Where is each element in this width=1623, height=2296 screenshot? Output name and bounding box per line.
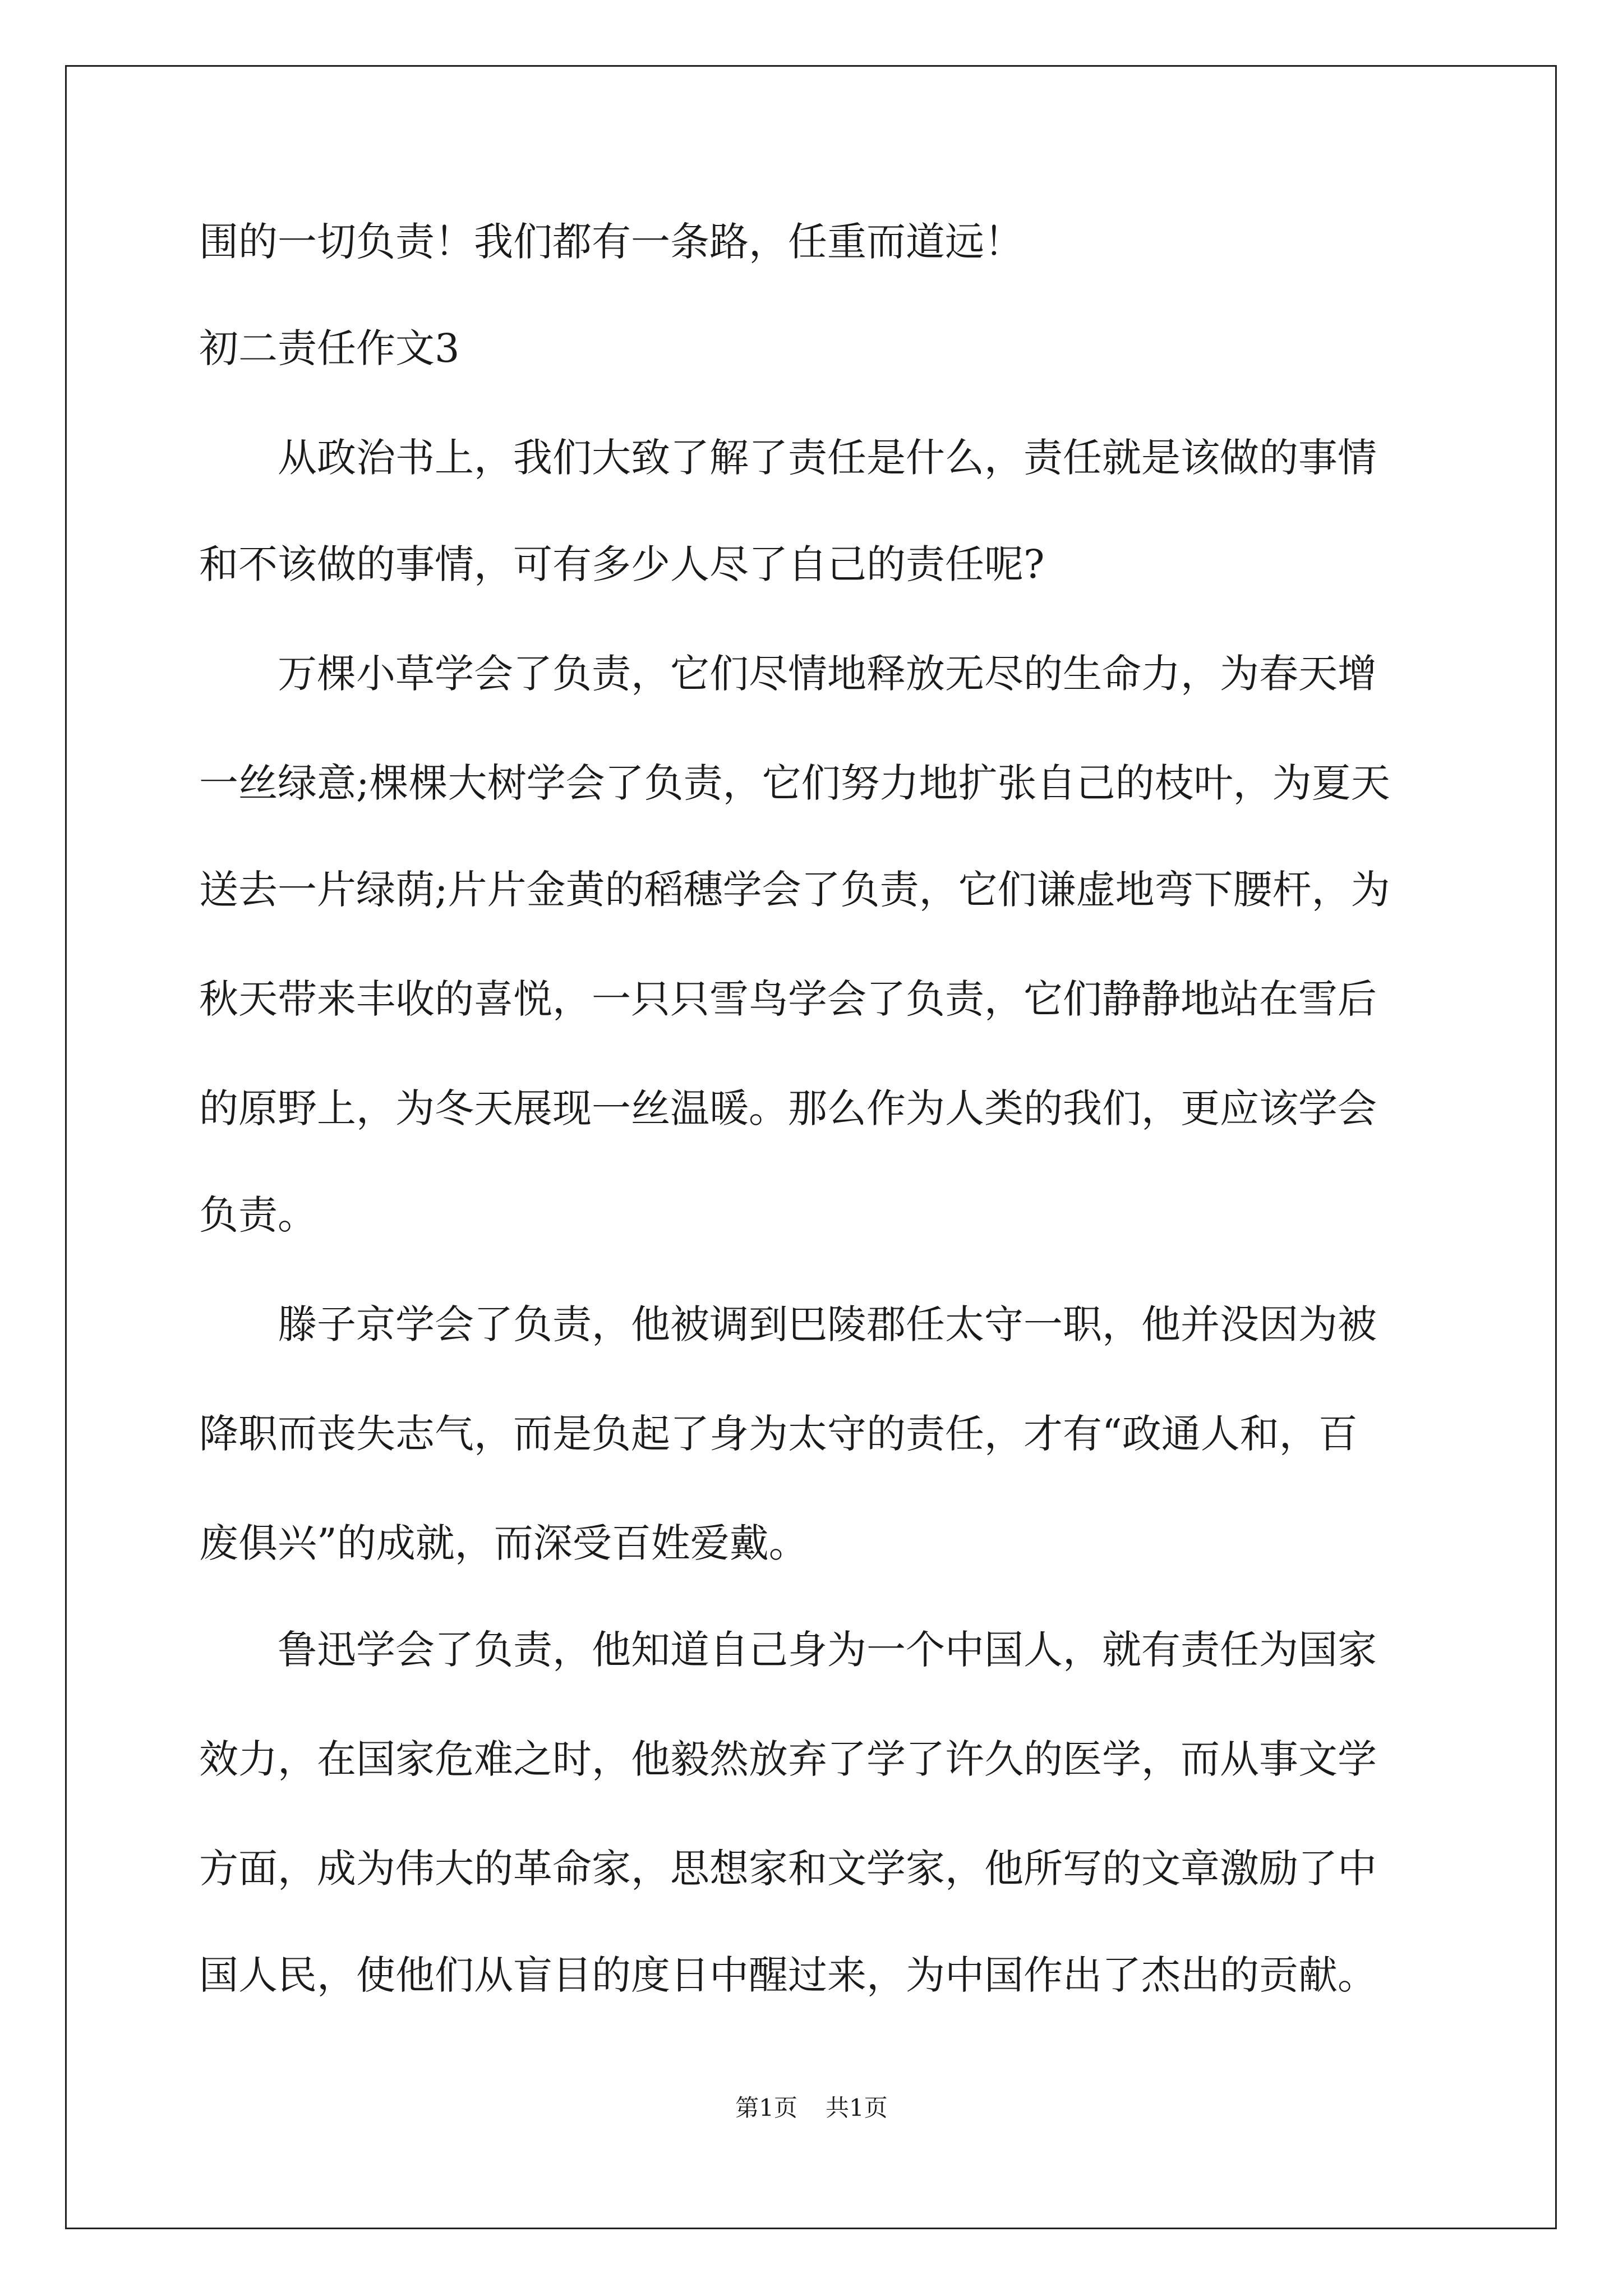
text-line: 秋天带来丰收的喜悦，一只只雪鸟学会了负责，它们静静地站在雪后 [199,976,1377,1022]
page-footer [0,2092,1623,2124]
text-line: 围的一切负责！我们都有一条路，任重而道远！ [199,219,1023,265]
page-total: 共1页 [826,2094,888,2122]
text-line: 国人民，使他们从盲目的度日中醒过来，为中国作出了杰出的贡献。 [199,1952,1377,1998]
text-line: 从政治书上，我们大致了解了责任是什么，责任就是该做的事情 [199,435,1377,481]
text-line: 降职而丧失志气，而是负起了身为太守的责任，才有“政通人和，百 [199,1411,1358,1457]
text-line: 和不该做的事情，可有多少人尽了自己的责任呢? [199,541,1045,587]
section-heading: 初二责任作文3 [199,325,460,371]
text-line: 万棵小草学会了负责，它们尽情地释放无尽的生命力，为春天增 [199,651,1377,697]
text-line: 废俱兴”的成就，而深受百姓爱戴。 [199,1520,808,1566]
text-line: 滕子京学会了负责，他被调到巴陵郡任太守一职，他并没因为被 [199,1301,1377,1347]
text-line: 送去一片绿荫;片片金黄的稻穗学会了负责，它们谦虚地弯下腰杆，为 [199,867,1390,913]
text-line: 效力，在国家危难之时，他毅然放弃了学了许久的医学，而从事文学 [199,1736,1377,1782]
text-line: 的原野上，为冬天展现一丝温暖。那么作为人类的我们，更应该学会 [199,1085,1377,1131]
page-number: 第1页 [735,2094,797,2122]
text-line: 负责。 [199,1192,317,1238]
text-line: 鲁迅学会了负责，他知道自己身为一个中国人，就有责任为国家 [199,1627,1377,1673]
text-line: 方面，成为伟大的革命家，思想家和文学家，他所写的文章激励了中 [199,1846,1377,1892]
page-border [65,65,1557,2229]
text-line: 一丝绿意;棵棵大树学会了负责，它们努力地扩张自己的枝叶，为夏天 [199,760,1390,806]
